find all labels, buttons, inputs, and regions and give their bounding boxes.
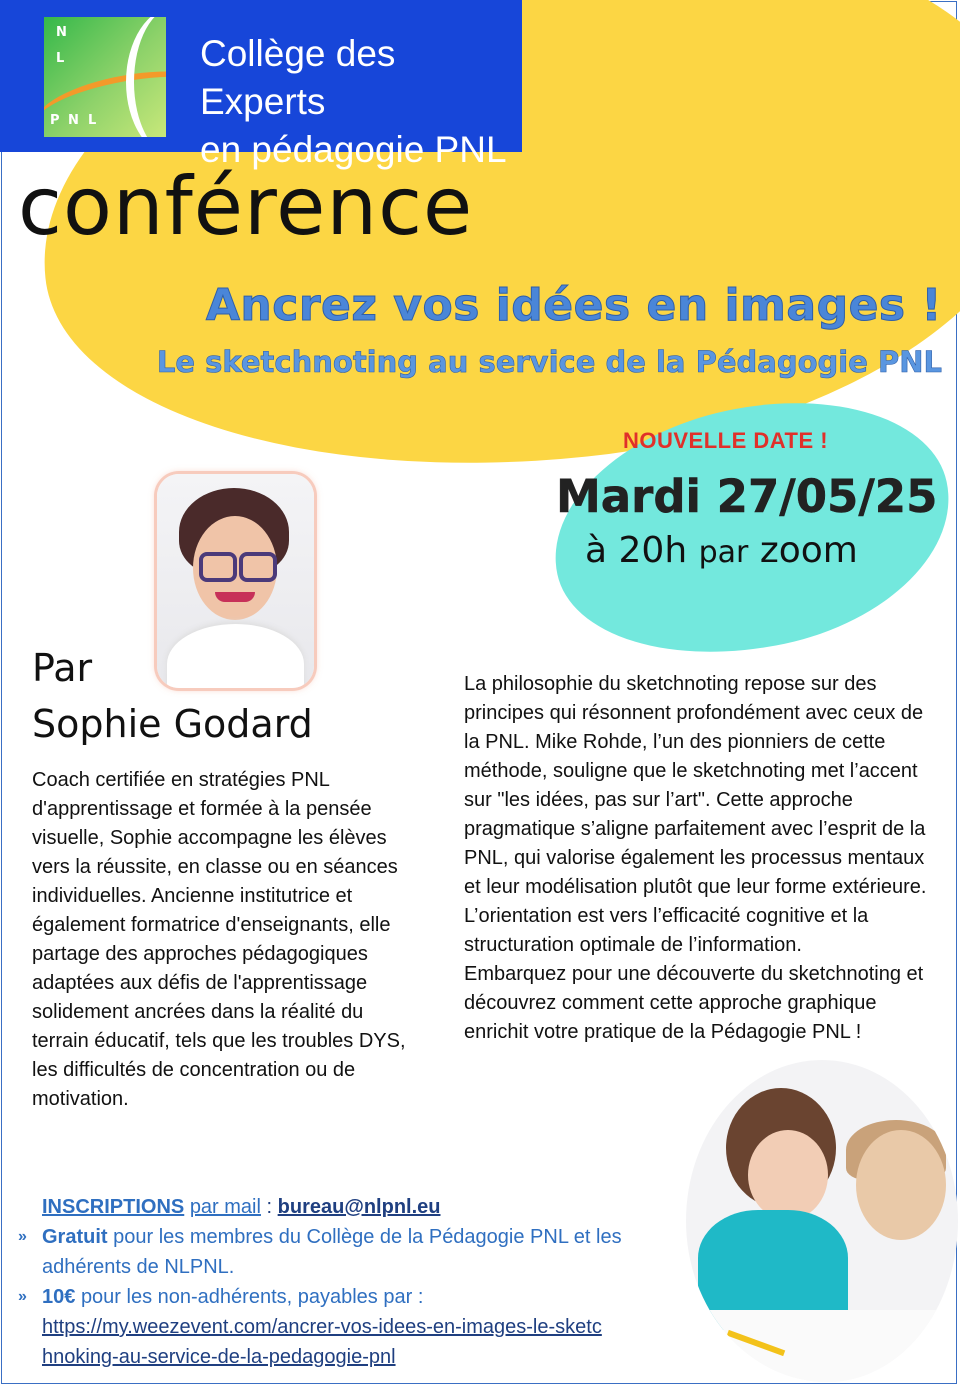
logo-letter: P — [50, 113, 60, 128]
bullet-icon: » — [18, 1228, 27, 1245]
separator: : — [266, 1196, 273, 1218]
bullet-icon: » — [18, 1288, 27, 1305]
conference-subtitle: Le sketchnoting au service de la Pédagogie PNL — [156, 345, 942, 379]
event-date: Mardi 27/05/25 — [556, 470, 938, 523]
list-item — [18, 1222, 682, 1282]
price-label: 10€ — [42, 1286, 76, 1308]
conference-description — [464, 670, 934, 1047]
speaker-bio: Coach certifiée en stratégies PNL d'apprentissage et formée à la pensée visuelle, Sophie accompagne les élèves vers la réussite, en classe ou en séances individuelles. Ancienne institutrice et également formatrice d'enseignants, elle partage des approches pédagogiques adaptées aux défis de l'apprentissage solidement ancrées dans la réalité du terrain éducatif, tels que les troubles DYS, les difficultés de concentration ou de motivation. — [32, 769, 406, 1110]
price-text: pour les non-adhérents, payables par : — [80, 1286, 424, 1308]
logo-letter: N — [56, 25, 67, 40]
registration-line — [42, 1192, 682, 1222]
logo-letter: L — [56, 51, 65, 66]
free-label: Gratuit — [42, 1226, 108, 1248]
description-paragraph-1: La philosophie du sketchnoting repose sur des principes qui résonnent profondément avec ceux de la PNL. Mike Rohde, l’un des pionniers de cette méthode, souligne que le sketchnoting met l’accent sur "les idées, pas sur l’art". Cette approche pragmatique s’aligne parfaitement avec l’esprit de la PNL, qui valorise également les processus mentaux et leur modélisation plutôt que leur forme extérieure. L’orientation est vers l’efficacité cognitive et la structuration optimale de l’information. — [464, 673, 927, 956]
registration-url-link[interactable]: https://my.weezevent.com/ancrer-vos-idees-en-images-le-sketchnoking-au-service-de-la-pedagogie-pnl — [42, 1316, 602, 1368]
list-item — [18, 1282, 682, 1372]
email-link[interactable]: bureau@nlpnl.eu — [277, 1196, 441, 1218]
time-value: à 20h — [585, 530, 688, 571]
by-mail-label: par mail — [189, 1196, 261, 1218]
event-time — [585, 530, 858, 571]
speaker-heading — [32, 640, 313, 752]
conference-title: Ancrez vos idées en images ! — [205, 280, 942, 331]
logo-text — [200, 30, 522, 174]
description-paragraph-2: Embarquez pour une découverte du sketchnoting et découvrez comment cette approche graphique enrichit votre pratique de la Pédagogie PNL ! — [464, 963, 924, 1043]
logo-letter: L — [88, 113, 97, 128]
page-title: conférence — [18, 160, 474, 253]
logo-line-2: en pédagogie PNL — [200, 129, 507, 170]
new-date-notice: NOUVELLE DATE ! — [623, 428, 829, 453]
logo-line-1: Collège des Experts — [200, 33, 396, 122]
logo-letter: N — [68, 113, 79, 128]
speaker-name: Sophie Godard — [32, 702, 313, 746]
registration-info — [18, 1192, 682, 1372]
inscriptions-label: INSCRIPTIONS — [42, 1196, 185, 1218]
par-label: Par — [32, 646, 93, 690]
children-drawing-photo — [686, 1060, 958, 1382]
nlpnl-logo-icon — [44, 17, 166, 137]
time-par: par — [698, 535, 749, 570]
time-platform: zoom — [759, 530, 858, 571]
free-text: pour les membres du Collège de la Pédagogie PNL et les adhérents de NLPNL. — [42, 1226, 622, 1278]
college-logo-banner — [0, 0, 522, 170]
